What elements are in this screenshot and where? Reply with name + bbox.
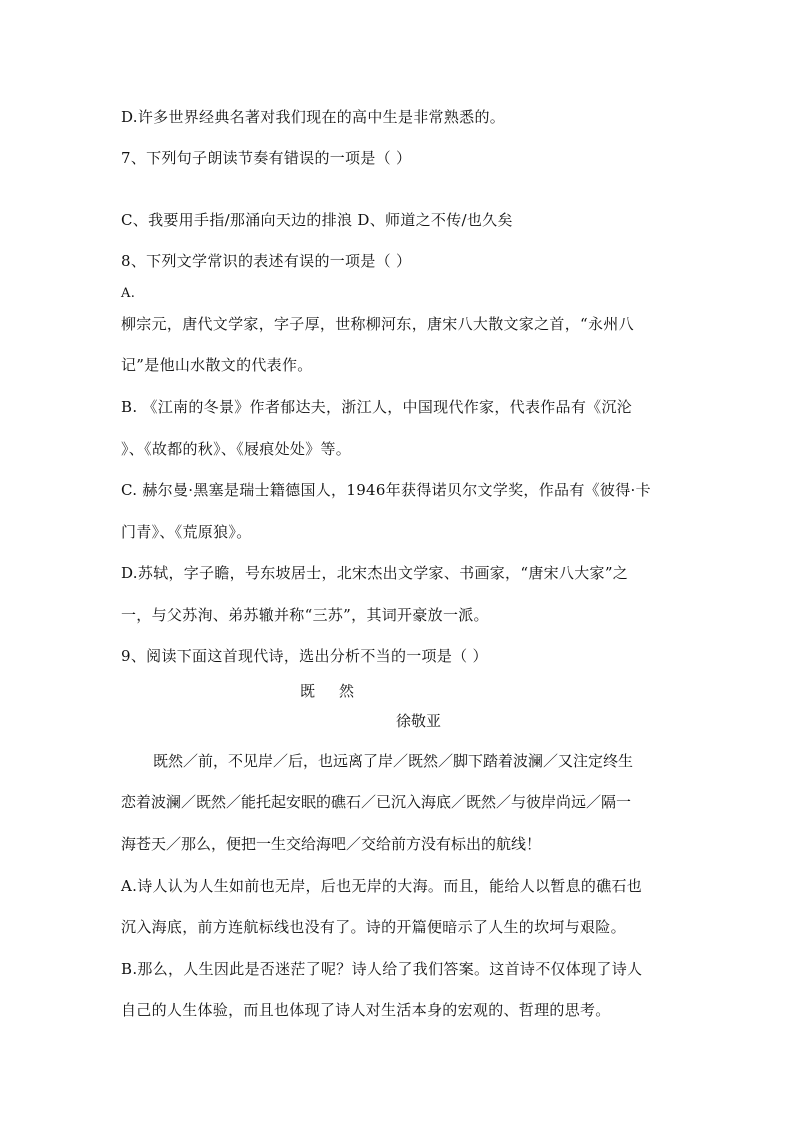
q8-option-d-line2: 一，与父苏洵、弟苏辙并称“三苏”，其词开豪放一派。 [121,606,489,624]
poem-line-3: 海苍天／那么，便把一生交给海吧／交给前方没有标出的航线！ [121,835,542,853]
poem-title-char-1: 既 [300,682,316,700]
poem-line-2: 恋着波澜／既然／能托起安眠的礁石／已沉入海底／既然／与彼岸尚远／隔一 [121,793,632,811]
q9-option-b-line2: 自己的人生体验，而且也体现了诗人对生活本身的宏观的、哲理的思考。 [121,1001,611,1019]
q8-option-b-line1: B. 《江南的冬景》作者郁达夫，浙江人，中国现代作家，代表作品有《沉沦 [121,398,633,416]
q8-option-d-line1: D.苏轼，字子瞻，号东坡居士，北宋杰出文学家、书画家，“唐宋八大家”之 [121,564,629,582]
q8-option-c-line2: 门青》、《荒原狼》。 [121,523,252,541]
q9-option-a-line2: 沉入海底，前方连航标线也没有了。诗的开篇便暗示了人生的坎坷与艰险。 [121,918,626,936]
q7-options-c-d: C、我要用手指/那涌向天边的排浪 D、师道之不传/也久矣 [121,211,513,229]
poem-title-char-2: 然 [339,682,355,700]
q8-option-a-line1: 柳宗元，唐代文学家，字子厚，世称柳河东，唐宋八大散文家之首，“永州八 [121,315,634,333]
q8-option-b-line2: 》、《故都的秋》、《屐痕处处》等。 [121,440,352,458]
q9-option-a-line1: A.诗人认为人生如前也无岸，后也无岸的大海。而且，能给人以暂息的礁石也 [121,877,643,895]
poem-author: 徐敬亚 [396,712,442,730]
q8-option-a-line2: 记”是他山水散文的代表作。 [121,356,313,374]
poem-title [300,680,354,701]
q6-option-d: D.许多世界经典名著对我们现在的高中生是非常熟悉的。 [121,108,506,126]
q8-stem: 8、下列文学常识的表述有误的一项是（ ） [121,252,412,270]
q8-option-a-label: A. [121,286,136,301]
q7-stem: 7、下列句子朗读节奏有错误的一项是（ ） [121,149,412,167]
poem-line-1: 既然／前，不见岸／后，也远离了岸／既然／脚下踏着波澜／又注定终生 [153,752,634,770]
q9-stem: 9、阅读下面这首现代诗，选出分析不当的一项是（ ） [121,647,488,665]
q8-option-c-line1: C. 赫尔曼·黑塞是瑞士籍德国人，1946年获得诺贝尔文学奖，作品有《彼得·卡 [121,481,651,499]
q9-option-b-line1: B.那么，人生因此是否迷茫了呢？诗人给了我们答案。这首诗不仅体现了诗人 [121,960,643,978]
